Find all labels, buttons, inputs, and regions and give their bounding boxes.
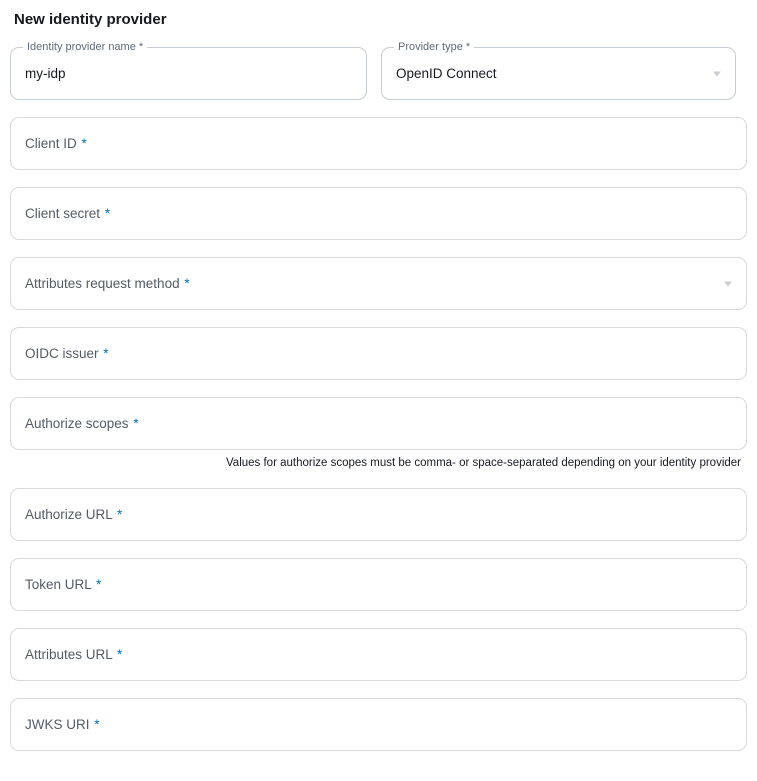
client-secret-placeholder: Client secret *	[25, 205, 111, 221]
token-url-placeholder: Token URL *	[25, 576, 102, 592]
jwks-uri-field[interactable]	[10, 698, 747, 751]
attributes-request-method-row	[10, 257, 747, 310]
authorize-url-field[interactable]	[10, 488, 747, 541]
authorize-url-placeholder: Authorize URL *	[25, 506, 123, 522]
provider-type-value: OpenID Connect	[396, 65, 497, 81]
page-title: New identity provider	[14, 11, 167, 28]
chevron-down-icon[interactable]	[724, 281, 732, 286]
client-id-row	[10, 117, 747, 170]
client-id-placeholder: Client ID *	[25, 135, 87, 151]
new-identity-provider-page	[0, 10, 757, 781]
attributes-request-method-select[interactable]	[10, 257, 747, 310]
authorize-scopes-field[interactable]	[10, 397, 747, 450]
client-id-field[interactable]	[10, 117, 747, 170]
jwks-uri-row	[10, 698, 747, 751]
token-url-row	[10, 558, 747, 611]
authorize-scopes-row	[10, 397, 747, 471]
provider-type-select[interactable]	[381, 41, 736, 100]
attributes-url-placeholder: Attributes URL *	[25, 646, 123, 662]
token-url-field[interactable]	[10, 558, 747, 611]
identity-provider-name-label: Identity provider name *	[23, 40, 147, 54]
oidc-issuer-field[interactable]	[10, 327, 747, 380]
attributes-request-method-placeholder: Attributes request method *	[25, 275, 190, 291]
identity-provider-name-field[interactable]	[10, 41, 367, 100]
client-secret-row	[10, 187, 747, 240]
authorize-scopes-placeholder: Authorize scopes *	[25, 415, 139, 431]
name-and-type-row	[10, 41, 747, 100]
identity-provider-name-value: my-idp	[25, 65, 66, 81]
authorize-url-row	[10, 488, 747, 541]
provider-type-label: Provider type *	[394, 40, 474, 54]
attributes-url-row	[10, 628, 747, 681]
jwks-uri-placeholder: JWKS URI *	[25, 716, 100, 732]
oidc-issuer-row	[10, 327, 747, 380]
authorize-scopes-hint: Values for authorize scopes must be comma- or space-separated depending on your identity provider	[225, 457, 741, 469]
oidc-issuer-placeholder: OIDC issuer *	[25, 345, 109, 361]
client-secret-field[interactable]	[10, 187, 747, 240]
chevron-down-icon[interactable]	[713, 71, 721, 76]
attributes-url-field[interactable]	[10, 628, 747, 681]
